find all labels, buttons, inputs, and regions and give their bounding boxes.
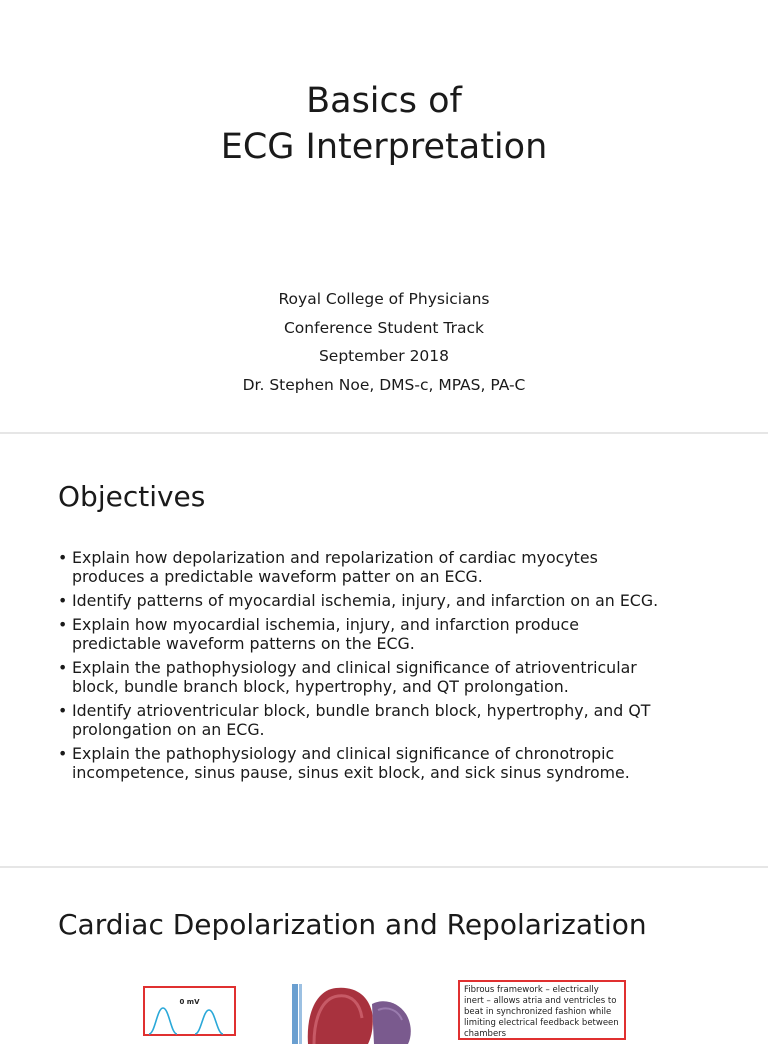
bullet-text-line: predictable waveform patterns on the ECG.: [72, 634, 415, 653]
cardiac-heading: Cardiac Depolarization and Repolarization: [58, 908, 647, 941]
bullet-text-line: • Explain how depolarization and repolarization of cardiac myocytes: [72, 548, 598, 567]
slide-title: [0, 78, 768, 170]
subtitle-block: [0, 285, 768, 399]
subtitle-author: Dr. Stephen Noe, DMS-c, MPAS, PA-C: [242, 375, 526, 394]
ecg-trace-icon: [145, 988, 234, 1034]
bullet-text-line: incompetence, sinus pause, sinus exit block, and sick sinus syndrome.: [72, 763, 630, 782]
list-item: [58, 615, 734, 653]
list-item: [58, 591, 734, 610]
title-slide: [0, 0, 768, 432]
subtitle-track: Conference Student Track: [283, 318, 484, 337]
title-line-2: ECG Interpretation: [220, 127, 548, 167]
bullet-text-line: • Explain the pathophysiology and clinical significance of chronotropic: [72, 744, 615, 763]
objectives-list: [58, 548, 734, 787]
bullet-text-line: prolongation on an ECG.: [72, 720, 265, 739]
fibrous-framework-callout: Fibrous framework – electrically inert – allows atria and ventricles to beat in synchronized fashion while limiting electrical feedback between chambers: [458, 980, 626, 1040]
subtitle-institution: Royal College of Physicians: [278, 290, 490, 308]
list-item: [58, 744, 734, 782]
list-item: [58, 548, 734, 586]
bullet-text-line: block, bundle branch block, hypertrophy, and QT prolongation.: [72, 677, 569, 696]
objectives-heading: Objectives: [58, 480, 206, 513]
bullet-text-line: • Identify patterns of myocardial ischemia, injury, and infarction on an ECG.: [72, 591, 659, 610]
subtitle-date: September 2018: [318, 347, 450, 365]
heart-illustration-icon: [288, 984, 423, 1044]
bullet-text-line: produces a predictable waveform patter on an ECG.: [72, 567, 483, 586]
cardiac-slide: [0, 868, 768, 1039]
ecg-zero-label: 0 mV: [179, 998, 200, 1006]
list-item: [58, 658, 734, 696]
objectives-slide: [0, 434, 768, 866]
bullet-text-line: • Explain how myocardial ischemia, injury, and infarction produce: [72, 615, 579, 634]
title-line-1: Basics of: [306, 81, 462, 121]
bullet-text-line: • Explain the pathophysiology and clinical significance of atrioventricular: [72, 658, 637, 677]
bullet-text-line: • Identify atrioventricular block, bundle branch block, hypertrophy, and QT: [72, 701, 651, 720]
list-item: [58, 701, 734, 739]
ecg-waveform-figure: [143, 986, 236, 1036]
